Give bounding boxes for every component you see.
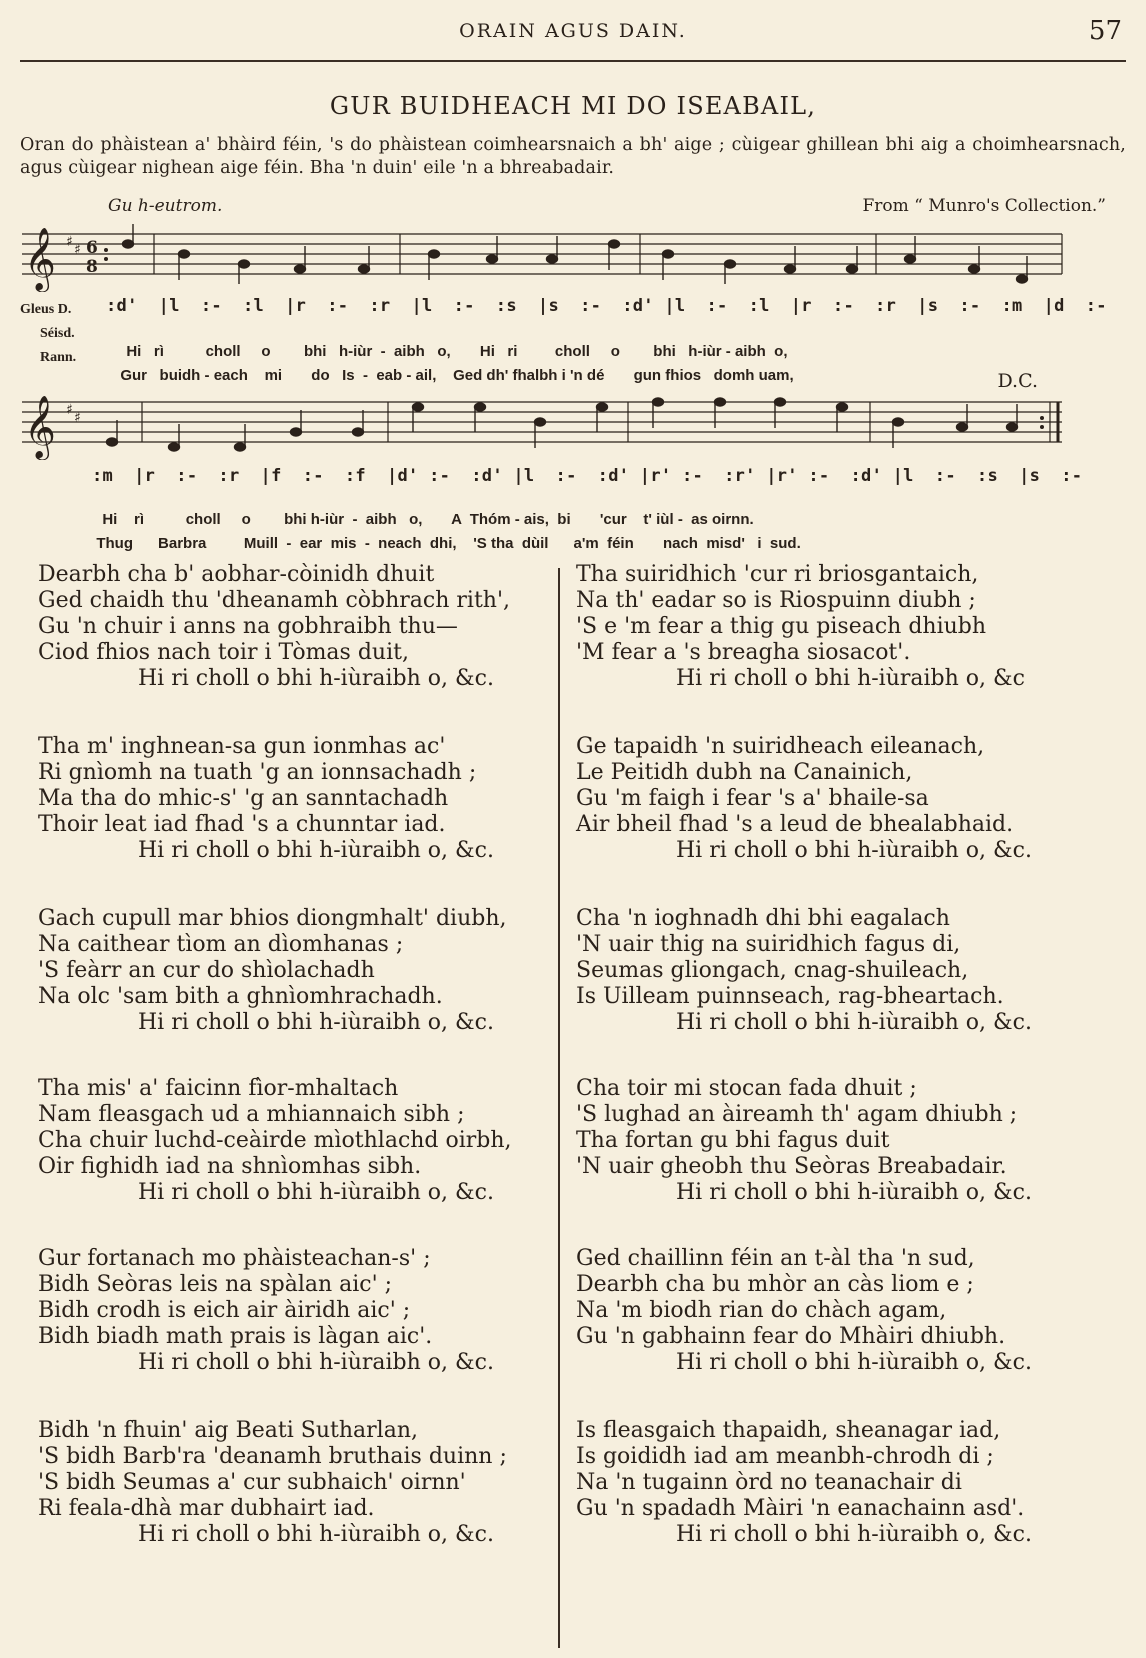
rann-lyric-1: Gur buidh - each mi do Is - eab - ail, Ged dh' fhalbh i 'n dé gun fhios domh uam, (120, 367, 794, 384)
right-stanza (576, 1246, 1032, 1376)
staff-1-notation (22, 222, 1126, 292)
song-title: GUR BUIDHEACH MI DO ISEABAIL, (329, 92, 817, 120)
verse-line: Ciod fhios nach toir i Tòmas duit, (38, 640, 409, 665)
page-number: 57 (1088, 16, 1122, 46)
refrain-line: Hi ri choll o bhi h-iùraibh o, &c. (676, 1010, 1032, 1035)
refrain-line: Hi ri choll o bhi h-iùraibh o, &c. (676, 838, 1032, 863)
verse-line: 'S e 'm fear a thig gu piseach dhiubh (576, 614, 987, 639)
verse-line: Gu 'm faigh i fear 's a' bhaile-sa (576, 786, 929, 811)
seisd-lyric-1: Hi rì choll o bhi h-iùr - aibh o, Hi ri choll o bhi h-iùr - aibh o, (126, 343, 788, 360)
svg-text:♯: ♯ (74, 410, 81, 426)
refrain-line: Hi ri choll o bhi h-iùraibh o, &c. (138, 1522, 494, 1547)
refrain-line: Hi ri choll o bhi h-iùraibh o, &c. (676, 1180, 1032, 1205)
verse-line: Ri feala-dhà mar dubhairt iad. (38, 1496, 375, 1521)
verse-line: 'M fear a 's breagha siosacot'. (576, 640, 911, 665)
rann-label: Rann. (40, 350, 77, 365)
verse-line: Tha mis' a' faicinn fìor-mhaltach (38, 1076, 399, 1101)
svg-text:♯: ♯ (66, 402, 73, 418)
verse-line: Na 'n tugainn òrd no teanachair di (576, 1470, 962, 1495)
verse-line: Gu 'n chuir i anns na gobhraibh thu— (38, 614, 458, 639)
verse-line: Cha toir mi stocan fada dhuit ; (576, 1076, 917, 1101)
left-stanza (38, 906, 507, 1036)
verse-line: Seumas gliongach, cnag-shuileach, (576, 958, 969, 983)
tempo-marking: Gu h-eutrom. (108, 196, 223, 216)
verse-line: 'N uair thig na suiridhich fagus di, (576, 932, 961, 957)
seisd-lyric-2: Hi rì choll o bhi h-iùr - aibh o, A Thóm - ais, bi 'cur t' iùl - as oirnn. (102, 511, 754, 528)
verse-line: Thoir leat iad fhad 's a chunntar iad. (38, 812, 446, 837)
svg-text:♯: ♯ (66, 234, 73, 250)
verse-line: Dearbh cha bu mhòr an càs liom e ; (576, 1272, 974, 1297)
solfa-line-1: :d' |l :- :l |r :- :r |l :- :s |s :- :d' |l :- :l |r :- :r |s :- :m |d :- (106, 296, 1107, 316)
staff-2-notation (22, 390, 1126, 460)
verse-line: Ged chaidh thu 'dheanamh còbhrach rith', (38, 588, 511, 613)
seisd-label: Séisd. (40, 326, 75, 341)
verse-line: Cha 'n ioghnadh dhi bhi eagalach (576, 906, 950, 931)
verse-line: Tha m' inghnean-sa gun ionmhas ac' (38, 734, 446, 759)
left-stanza (38, 1076, 512, 1206)
right-stanza (576, 1076, 1032, 1206)
verse-line: Na olc 'sam bith a ghnìomhrachadh. (38, 984, 443, 1009)
svg-text:𝄞: 𝄞 (24, 395, 56, 458)
rann-lyric-2: Thug Barbra Muill - ear mis - neach dhi, 'S tha dùil a'm féin nach misd' i sud. (96, 535, 801, 552)
song-intro: Oran do phàistean a' bhàird féin, 's do phàistean coimhearsnaich a bh' aige ; cùigear ghillean bhi aig a choimhearsnach, agus cùigear nighean aige féin. Bha 'n duin' eile 'n a bhreabadair. (20, 135, 1126, 178)
verse-line: Na 'm biodh rian do chàch agam, (576, 1298, 947, 1323)
verse-line: Nam fleasgach ud a mhiannaich sibh ; (38, 1102, 465, 1127)
left-stanza (38, 562, 510, 692)
right-stanza (576, 1418, 1032, 1548)
column-divider (558, 568, 560, 1648)
music-staff-2 (22, 390, 1126, 460)
verse-line: 'S feàrr an cur do shìolachadh (38, 958, 375, 983)
svg-text:♯: ♯ (74, 242, 81, 258)
left-stanza (38, 734, 494, 864)
refrain-line: Hi ri choll o bhi h-iùraibh o, &c. (676, 1522, 1032, 1547)
verse-line: Bidh 'n fhuin' aig Beati Sutharlan, (38, 1418, 418, 1443)
verse-line: Is Uilleam puinnseach, rag-bheartach. (576, 984, 1004, 1009)
verse-line: 'S lughad an àireamh th' agam dhiubh ; (576, 1102, 1018, 1127)
verse-line: Ma tha do mhic-s' 'g an sanntachadh (38, 786, 449, 811)
refrain-line: Hi ri choll o bhi h-iùraibh o, &c. (138, 666, 494, 691)
running-title: ORAIN AGUS DAIN. (459, 20, 687, 42)
verse-line: Gur fortanach mo phàisteachan-s' ; (38, 1246, 431, 1271)
verse-line: Air bheil fhad 's a leud de bhealabhaid. (576, 812, 1014, 837)
left-stanza (38, 1418, 507, 1548)
verse-line: Dearbh cha b' aobhar-còinidh dhuit (38, 562, 435, 587)
right-stanza (576, 906, 1032, 1036)
verse-line: Na th' eadar so is Riospuinn diubh ; (576, 588, 976, 613)
verse-line: Bidh Seòras leis na spàlan aic' ; (38, 1272, 393, 1297)
solfa-line-2: :m |r :- :r |f :- :f |d' :- :d' |l :- :d' |r' :- :r' |r' :- :d' |l :- :s |s :- (92, 466, 1083, 486)
da-capo-marking: D.C. (997, 370, 1038, 392)
verse-line: 'S bidh Seumas a' cur subhaich' oirnn' (38, 1470, 466, 1495)
page-header (20, 14, 1126, 62)
verse-line: Is goididh iad am meanbh-chrodh di ; (576, 1444, 994, 1469)
source-credit: From “ Munro's Collection.” (862, 196, 1106, 216)
refrain-line: Hi ri choll o bhi h-iùraibh o, &c. (138, 838, 494, 863)
svg-text:8: 8 (86, 257, 98, 277)
verse-line: Oir fighidh iad na shnìomhas sibh. (38, 1154, 422, 1179)
verse-line: Ri gnìomh na tuath 'g an ionnsachadh ; (38, 760, 477, 785)
verse-line: Gu 'n spadadh Màiri 'n eanachainn asd'. (576, 1496, 1025, 1521)
left-stanza (38, 1246, 494, 1376)
verse-line: Tha suiridhich 'cur ri briosgantaich, (576, 562, 979, 587)
svg-text:6: 6 (86, 238, 98, 258)
key-label: Gleus D. (20, 302, 72, 317)
music-staff-1 (22, 222, 1126, 292)
verse-line: Gach cupull mar bhios diongmhalt' diubh, (38, 906, 507, 931)
verse-line: 'N uair gheobh thu Seòras Breabadair. (576, 1154, 1007, 1179)
verse-line: 'S bidh Barb'ra 'deanamh bruthais duinn ; (38, 1444, 507, 1469)
right-stanza (576, 562, 1025, 692)
refrain-line: Hi ri choll o bhi h-iùraibh o, &c (676, 666, 1025, 691)
refrain-line: Hi ri choll o bhi h-iùraibh o, &c. (138, 1180, 494, 1205)
verse-line: Is fleasgaich thapaidh, sheanagar iad, (576, 1418, 1001, 1443)
verse-line: Na caithear tìom an dìomhanas ; (38, 932, 404, 957)
verse-line: Bidh crodh is eich air àiridh aic' ; (38, 1298, 411, 1323)
verse-line: Cha chuir luchd-ceàirde mìothlachd oirbh, (38, 1128, 512, 1153)
verse-line: Bidh biadh math prais is làgan aic'. (38, 1324, 433, 1349)
verse-line: Le Peitidh dubh na Canainich, (576, 760, 913, 785)
refrain-line: Hi ri choll o bhi h-iùraibh o, &c. (676, 1350, 1032, 1375)
refrain-line: Hi ri choll o bhi h-iùraibh o, &c. (138, 1350, 494, 1375)
verse-line: Tha fortan gu bhi fagus duit (576, 1128, 890, 1153)
verse-line: Gu 'n gabhainn fear do Mhàiri dhiubh. (576, 1324, 1006, 1349)
verse-line: Ge tapaidh 'n suiridheach eileanach, (576, 734, 985, 759)
refrain-line: Hi ri choll o bhi h-iùraibh o, &c. (138, 1010, 494, 1035)
svg-text:𝄞: 𝄞 (24, 227, 56, 290)
right-stanza (576, 734, 1032, 864)
verse-line: Ged chaillinn féin an t-àl tha 'n sud, (576, 1246, 975, 1271)
